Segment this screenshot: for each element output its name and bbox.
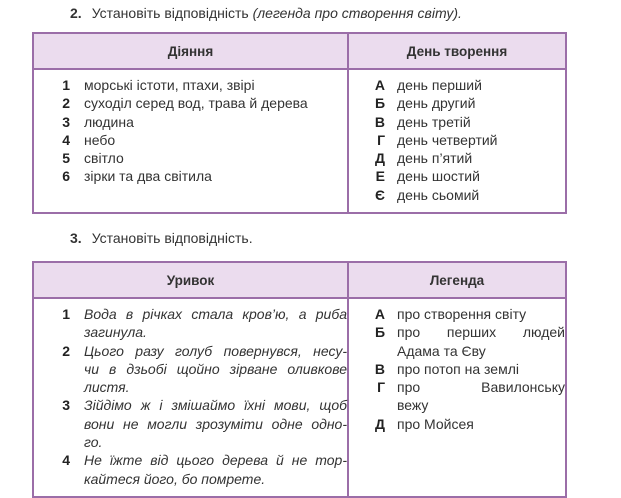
item-marker: 5 xyxy=(62,150,70,167)
item-marker: 3 xyxy=(62,113,70,130)
item-text-line: про перших людей xyxy=(397,324,565,341)
item-text: зірки та два світила xyxy=(84,168,212,185)
task-number: 3. xyxy=(70,230,82,246)
actions-list xyxy=(33,69,348,213)
list-item xyxy=(34,149,347,167)
item-text-line: про потоп на землі xyxy=(397,360,519,377)
item-text-line: Вода в річках стала кров’ю, а риба xyxy=(84,306,347,322)
item-text-line: го. xyxy=(84,434,103,451)
matching-table-legends xyxy=(32,261,567,498)
list-item xyxy=(349,94,565,112)
item-text: день шостий xyxy=(397,168,480,185)
item-text xyxy=(84,451,347,488)
list-item xyxy=(34,76,347,94)
item-text-line: про Вавилонську xyxy=(397,379,565,396)
item-marker: Є xyxy=(375,186,385,203)
item-text-line: загинула. xyxy=(84,324,147,341)
legends-list xyxy=(348,298,566,497)
item-text-line: Адама та Єву xyxy=(397,342,486,359)
column-header: Уривок xyxy=(33,262,348,298)
item-text-line: вони не могли зрозуміти одне одно- xyxy=(84,415,347,432)
list-item xyxy=(349,131,565,149)
item-marker: 4 xyxy=(62,131,70,148)
days-list xyxy=(348,69,566,213)
item-marker: Г xyxy=(377,379,385,396)
list-item xyxy=(349,323,565,360)
item-text: морські істоти, птахи, звірі xyxy=(84,77,255,93)
item-text-line: Не їжте від цього дерева й не тор- xyxy=(84,452,347,469)
item-marker: В xyxy=(374,360,385,377)
item-marker: Е xyxy=(375,168,385,185)
item-marker: А xyxy=(374,77,385,93)
item-text xyxy=(397,305,565,323)
list-item xyxy=(349,149,565,167)
item-text xyxy=(397,415,565,433)
column-header: День творення xyxy=(348,33,566,69)
item-marker: В xyxy=(374,113,385,130)
list-item xyxy=(34,167,347,185)
list-item xyxy=(349,305,565,323)
item-marker: 1 xyxy=(62,306,70,322)
item-text: небо xyxy=(84,131,116,148)
excerpts-list xyxy=(33,298,348,497)
list-item xyxy=(349,113,565,131)
item-text: день третій xyxy=(397,113,471,130)
task-instruction: Установіть відповідність. xyxy=(91,230,253,246)
task-2-title xyxy=(70,5,462,21)
item-text xyxy=(397,323,565,360)
list-item xyxy=(349,186,565,204)
list-item xyxy=(349,360,565,378)
item-text: суходіл серед вод, трава й дерева xyxy=(84,95,308,112)
item-text-line: листя. xyxy=(84,379,130,396)
list-item xyxy=(34,396,347,451)
item-text: людина xyxy=(84,113,134,130)
item-text-line: Цього разу голуб повернувся, несу- xyxy=(84,342,347,359)
list-item xyxy=(34,131,347,149)
item-text-line: кайтеся його, бо помрете. xyxy=(84,470,266,487)
list-item xyxy=(349,167,565,185)
item-text: день четвертий xyxy=(397,131,498,148)
task-instruction: Установіть відповідність xyxy=(91,5,249,21)
item-marker: А xyxy=(374,306,385,322)
column-header: Діяння xyxy=(33,33,348,69)
item-marker: 2 xyxy=(62,342,70,359)
item-text xyxy=(84,342,347,397)
item-marker: 6 xyxy=(62,168,70,185)
matching-table-creation xyxy=(32,32,567,214)
list-item xyxy=(34,451,347,488)
item-text xyxy=(397,378,565,415)
list-item xyxy=(349,415,565,433)
column-header: Легенда xyxy=(348,262,566,298)
item-text xyxy=(84,396,347,451)
item-text: світло xyxy=(84,150,124,167)
item-text-line: вежу xyxy=(397,397,429,414)
list-item xyxy=(349,76,565,94)
list-item xyxy=(349,378,565,415)
item-marker: Д xyxy=(375,150,385,167)
item-text: день сьомий xyxy=(397,186,480,203)
item-marker: 1 xyxy=(62,77,70,93)
item-text: день перший xyxy=(397,77,482,93)
list-item xyxy=(34,305,347,342)
list-item xyxy=(34,94,347,112)
task-instruction-italic: (легенда про створення світу). xyxy=(252,5,462,21)
item-marker: Б xyxy=(374,324,385,341)
item-marker: 2 xyxy=(62,95,70,112)
item-marker: 4 xyxy=(62,452,70,469)
item-marker: Б xyxy=(374,95,385,112)
item-text: день п’ятий xyxy=(397,150,473,167)
item-text xyxy=(397,360,565,378)
item-text-line: про створення світу xyxy=(397,306,527,322)
item-text xyxy=(84,305,347,342)
list-item xyxy=(34,113,347,131)
item-text: день другий xyxy=(397,95,476,112)
item-marker: Д xyxy=(375,415,385,432)
task-3-title xyxy=(70,230,253,246)
item-text-line: Зійдімо ж і змішаймо їхні мови, щоб xyxy=(84,397,347,414)
item-text-line: чи в дзьобі щойно зірване оливкове xyxy=(84,360,347,377)
list-item xyxy=(34,342,347,397)
item-text-line: про Мойсея xyxy=(397,415,474,432)
item-marker: Г xyxy=(377,131,385,148)
task-number: 2. xyxy=(70,5,82,21)
item-marker: 3 xyxy=(62,397,70,414)
